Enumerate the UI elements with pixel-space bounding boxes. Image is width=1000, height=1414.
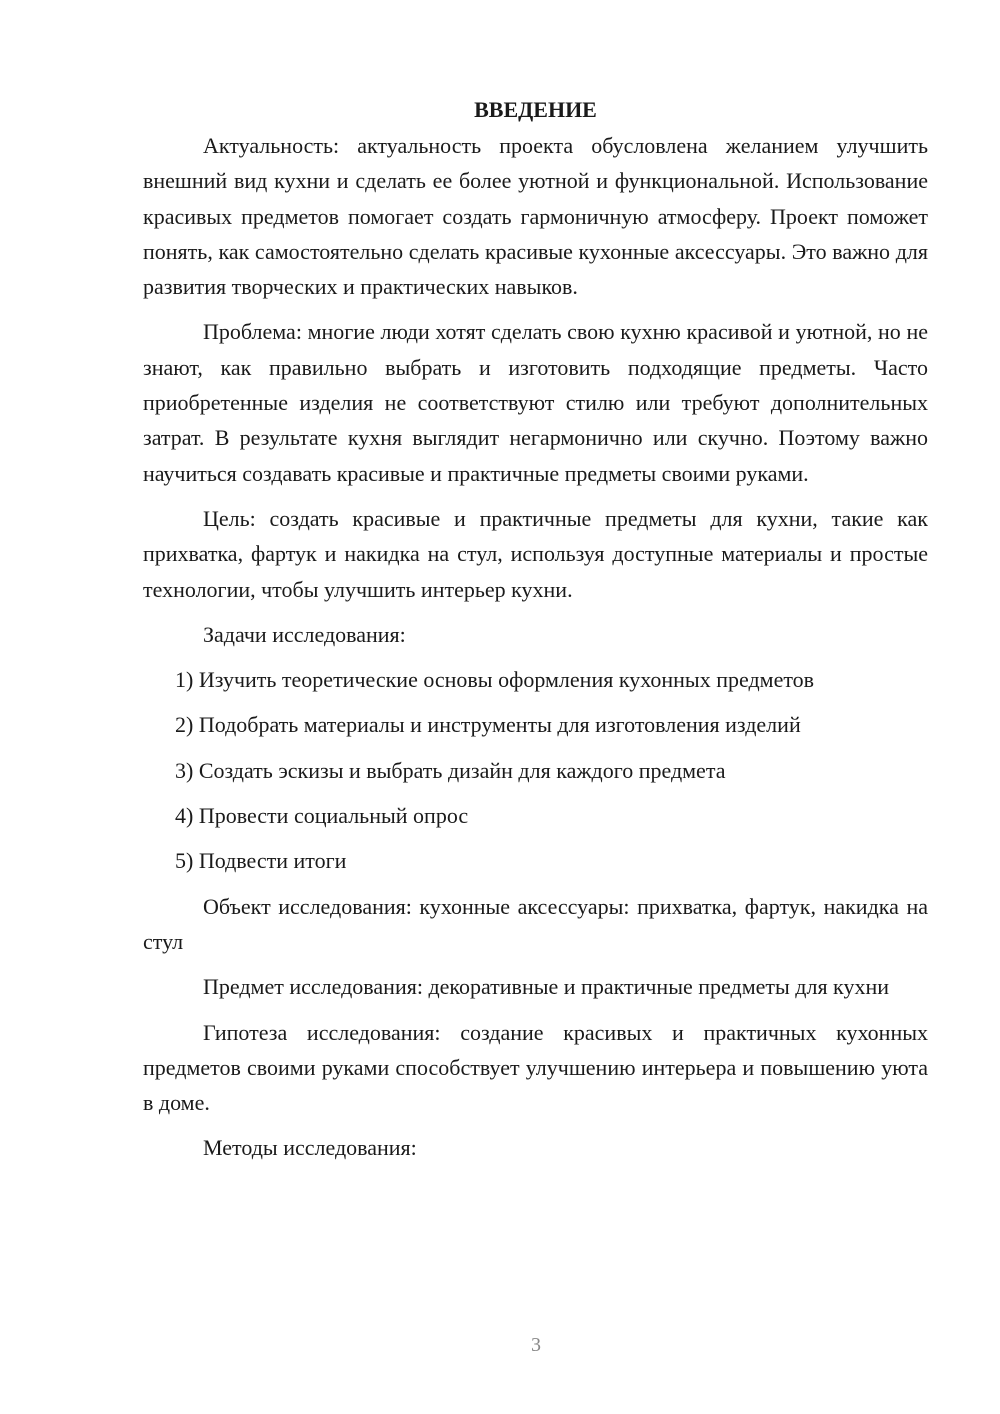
paragraph-problem: Проблема: многие люди хотят сделать свою кухню красивой и уютной, но не знают, как правильно выбрать и изготовить подходящие предметы. Часто приобретенные изделия не соответствуют стилю или требуют дополнительных затрат. В результате кухня выглядит негармонично или скучно. Поэтому важно научиться создавать красивые и практичные предметы своими руками. xyxy=(143,319,928,486)
tasks-list xyxy=(143,662,928,878)
task-item: 1) Изучить теоретические основы оформления кухонных предметов xyxy=(175,667,815,693)
page-number: 3 xyxy=(531,1334,541,1356)
document-page xyxy=(143,94,928,1176)
paragraph-relevance: Актуальность: актуальность проекта обусловлена желанием улучшить внешний вид кухни и сделать ее более уютной и функциональной. Использование красивых предметов помогает создать гармоничную атмосферу. Проект поможет понять, как самостоятельно сделать красивые кухонные аксессуары. Это важно для развития творческих и практических навыков. xyxy=(143,133,928,300)
tasks-heading: Задачи исследования: xyxy=(203,621,406,647)
paragraph-hypothesis: Гипотеза исследования: создание красивых и практичных кухонных предметов своими руками способствует улучшению интерьера и повышению уюта в доме. xyxy=(143,1019,928,1116)
task-item: 2) Подобрать материалы и инструменты для изготовления изделий xyxy=(175,712,801,738)
task-item: 4) Провести социальный опрос xyxy=(175,803,469,829)
methods-heading: Методы исследования: xyxy=(203,1135,417,1161)
task-item: 3) Создать эскизы и выбрать дизайн для каждого предмета xyxy=(175,757,726,783)
paragraph-object: Объект исследования: кухонные аксессуары: прихватка, фартук, накидка на стул xyxy=(143,893,928,954)
paragraph-goal: Цель: создать красивые и практичные предметы для кухни, такие как прихватка, фартук и накидка на стул, используя доступные материалы и простые технологии, чтобы улучшить интерьер кухни. xyxy=(143,505,928,602)
section-title: ВВЕДЕНИЕ xyxy=(474,97,597,122)
paragraph-subject: Предмет исследования: декоративные и практичные предметы для кухни xyxy=(203,974,889,1000)
task-item: 5) Подвести итоги xyxy=(175,848,347,874)
